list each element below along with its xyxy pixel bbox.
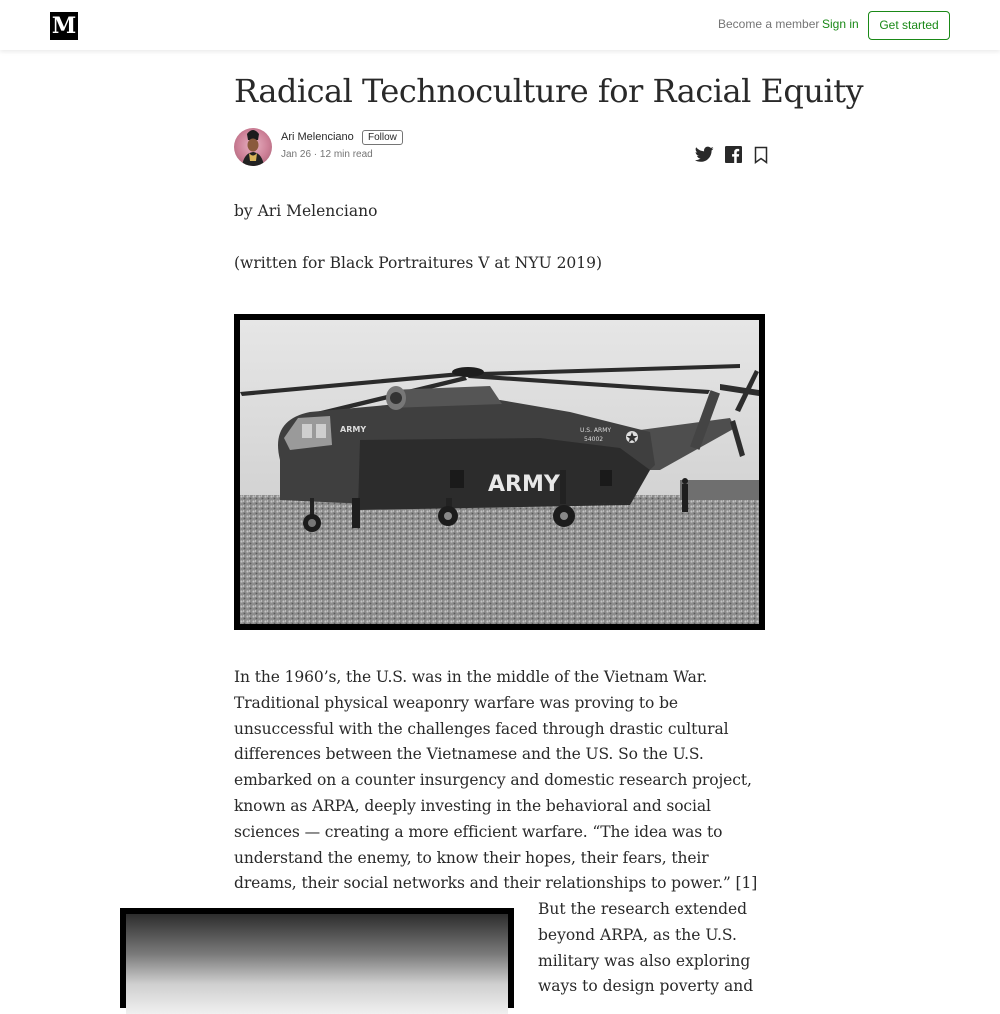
bookmark-icon[interactable] (754, 146, 768, 164)
follow-button[interactable]: Follow (362, 130, 403, 145)
serial-text: 54002 (584, 436, 604, 443)
become-member-link[interactable]: Become a member (718, 17, 820, 31)
get-started-button[interactable]: Get started (868, 11, 950, 40)
medium-logo[interactable]: M (51, 13, 77, 39)
helicopter-illustration (240, 320, 759, 624)
second-photo-image (126, 914, 508, 1014)
sign-in-link[interactable]: Sign in (822, 17, 859, 31)
us-army-text: U.S. ARMY (580, 427, 612, 434)
author-avatar[interactable] (234, 128, 272, 166)
byline-text: by Ari Melenciano (234, 202, 378, 220)
facebook-icon[interactable] (725, 146, 742, 163)
fuselage-army-text: ARMY (488, 472, 560, 497)
author-name[interactable]: Ari Melenciano (281, 131, 354, 143)
article-title: Radical Technoculture for Racial Equity (234, 72, 864, 110)
second-photo (120, 908, 514, 1008)
article-meta: Jan 26 · 12 min read (281, 149, 373, 160)
article-paragraph-2: But the research extended beyond ARPA, as the U.S. military was also exploring ways to design poverty and (538, 900, 754, 996)
written-for-text: (written for Black Portraitures V at NYU 2019) (234, 254, 603, 272)
article-paragraph-1: In the 1960’s, the U.S. was in the middle of the Vietnam War. Traditional physical weaponry warfare was proving to be unsuccessful with the challenges faced through drastic cultural differences between the Vietnamese and the US. So the U.S. embarked on a counter insurgency and domestic research project, known as ARPA, deeply investing in the behavioral and social sciences — creating a more efficient warfare. “The idea was to understand the enemy, to know their hopes, their fears, their dreams, their social networks and their relationships to power.” [1] (234, 668, 758, 893)
nose-army-text: ARMY (340, 425, 367, 434)
helicopter-photo (234, 314, 765, 630)
avatar-portrait (234, 128, 272, 166)
twitter-icon[interactable] (695, 146, 714, 163)
top-navigation-bar (0, 0, 1000, 50)
